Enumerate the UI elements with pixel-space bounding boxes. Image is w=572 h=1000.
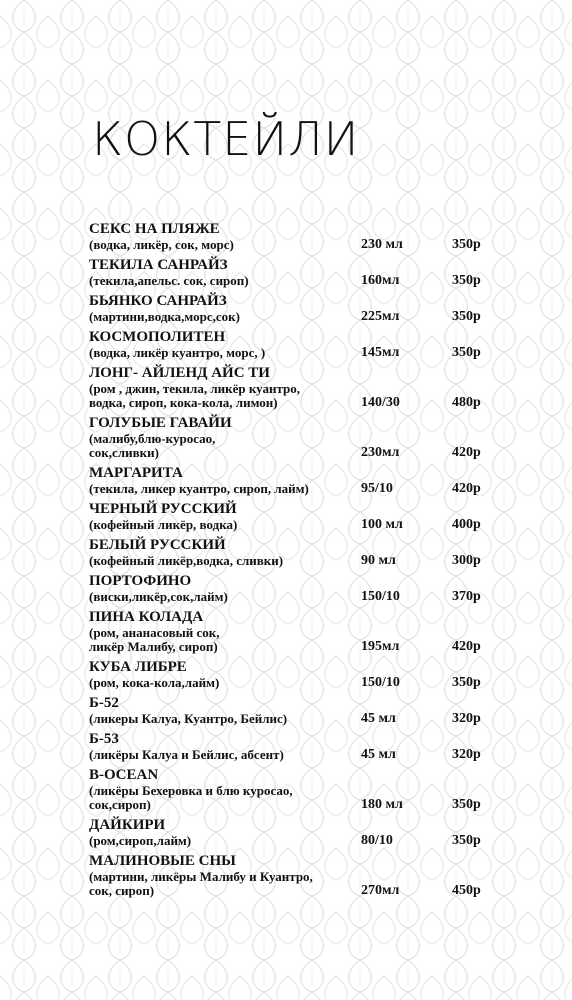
cocktail-description: (текила, ликер куантро, сироп, лайм) xyxy=(89,480,309,496)
list-item xyxy=(89,416,509,460)
cocktail-name: СЕКС НА ПЛЯЖЕ xyxy=(89,221,220,237)
cocktail-volume: 45 мл xyxy=(361,710,396,726)
cocktail-list xyxy=(89,222,509,904)
list-item xyxy=(89,610,509,654)
cocktail-description: (кофейный ликёр, водка) xyxy=(89,516,238,532)
cocktail-volume: 180 мл xyxy=(361,796,403,812)
cocktail-price: 450р xyxy=(452,882,481,898)
cocktail-description: (водка, ликёр куантро, морс, ) xyxy=(89,344,266,360)
cocktail-volume: 230 мл xyxy=(361,236,403,252)
cocktail-volume: 100 мл xyxy=(361,516,403,532)
cocktail-price: 320р xyxy=(452,746,481,762)
cocktail-volume: 160мл xyxy=(361,272,400,288)
cocktail-volume: 95/10 xyxy=(361,480,393,496)
cocktail-volume: 225мл xyxy=(361,308,400,324)
list-item xyxy=(89,696,509,726)
list-item xyxy=(89,366,509,410)
cocktail-name: МАЛИНОВЫЕ СНЫ xyxy=(89,853,236,869)
cocktail-name: ДАЙКИРИ xyxy=(89,817,166,833)
cocktail-price: 350р xyxy=(452,796,481,812)
list-item xyxy=(89,854,509,898)
cocktail-name: КУБА ЛИБРЕ xyxy=(89,659,187,675)
cocktail-description: (ром,сироп,лайм) xyxy=(89,832,192,848)
list-item xyxy=(89,574,509,604)
cocktail-price: 350р xyxy=(452,674,481,690)
cocktail-name: ГОЛУБЫЕ ГАВАЙИ xyxy=(89,415,232,431)
cocktail-description: (ром , джин, текила, ликёр куантро, водка, сироп, кока-кола, лимон) xyxy=(89,380,301,410)
cocktail-volume: 45 мл xyxy=(361,746,396,762)
cocktail-name: Б-52 xyxy=(89,695,119,711)
cocktail-description: (ром, кока-кола,лайм) xyxy=(89,674,220,690)
cocktail-name: БЬЯНКО САНРАЙЗ xyxy=(89,293,227,309)
page-title: КОКТЕЙЛИ xyxy=(92,112,360,166)
cocktail-description: (ликёры Калуа и Бейлис, абсент) xyxy=(89,746,284,762)
cocktail-name: КОСМОПОЛИТЕН xyxy=(89,329,226,345)
cocktail-description: (ром, ананасовый сок, ликёр Малибу, сироп) xyxy=(89,624,220,654)
cocktail-name: ТЕКИЛА САНРАЙЗ xyxy=(89,257,228,273)
cocktail-price: 350р xyxy=(452,344,481,360)
cocktail-price: 420р xyxy=(452,638,481,654)
cocktail-description: (ликеры Калуа, Куантро, Бейлис) xyxy=(89,710,288,726)
list-item xyxy=(89,818,509,848)
cocktail-name: МАРГАРИТА xyxy=(89,465,183,481)
list-item xyxy=(89,258,509,288)
cocktail-description: (текила,апельс. сок, сироп) xyxy=(89,272,249,288)
cocktail-price: 350р xyxy=(452,832,481,848)
cocktail-volume: 145мл xyxy=(361,344,400,360)
cocktail-volume: 150/10 xyxy=(361,674,400,690)
cocktail-name: БЕЛЫЙ РУССКИЙ xyxy=(89,537,226,553)
cocktail-volume: 90 мл xyxy=(361,552,396,568)
cocktail-price: 320р xyxy=(452,710,481,726)
list-item xyxy=(89,330,509,360)
cocktail-price: 300р xyxy=(452,552,481,568)
cocktail-price: 400р xyxy=(452,516,481,532)
list-item xyxy=(89,294,509,324)
cocktail-name: ЛОНГ- АЙЛЕНД АЙС ТИ xyxy=(89,365,270,381)
cocktail-volume: 230мл xyxy=(361,444,400,460)
cocktail-volume: 270мл xyxy=(361,882,400,898)
cocktail-description: (водка, ликёр, сок, морс) xyxy=(89,236,234,252)
cocktail-price: 350р xyxy=(452,236,481,252)
cocktail-name: ПОРТОФИНО xyxy=(89,573,192,589)
cocktail-volume: 80/10 xyxy=(361,832,393,848)
cocktail-price: 350р xyxy=(452,308,481,324)
cocktail-name: Б-53 xyxy=(89,731,119,747)
list-item xyxy=(89,502,509,532)
cocktail-price: 350р xyxy=(452,272,481,288)
cocktail-description: (виски,ликёр,сок,лайм) xyxy=(89,588,228,604)
list-item xyxy=(89,538,509,568)
cocktail-description: (мартини,водка,морс,сок) xyxy=(89,308,240,324)
cocktail-volume: 195мл xyxy=(361,638,400,654)
cocktail-price: 370р xyxy=(452,588,481,604)
list-item xyxy=(89,222,509,252)
cocktail-volume: 140/30 xyxy=(361,394,400,410)
cocktail-name: B-OCEAN xyxy=(89,767,159,783)
list-item xyxy=(89,768,509,812)
cocktail-price: 420р xyxy=(452,444,481,460)
cocktail-price: 420р xyxy=(452,480,481,496)
cocktail-description: (ликёры Бехеровка и блю куросао, сок,сироп) xyxy=(89,782,293,812)
list-item xyxy=(89,466,509,496)
cocktail-name: ЧЕРНЫЙ РУССКИЙ xyxy=(89,501,237,517)
cocktail-description: (кофейный ликёр,водка, сливки) xyxy=(89,552,284,568)
cocktail-description: (малибу,блю-куросао, сок,сливки) xyxy=(89,430,216,460)
cocktail-name: ПИНА КОЛАДА xyxy=(89,609,204,625)
list-item xyxy=(89,660,509,690)
cocktail-price: 480р xyxy=(452,394,481,410)
list-item xyxy=(89,732,509,762)
cocktail-volume: 150/10 xyxy=(361,588,400,604)
cocktail-description: (мартини, ликёры Малибу и Куантро, сок, сироп) xyxy=(89,868,313,898)
